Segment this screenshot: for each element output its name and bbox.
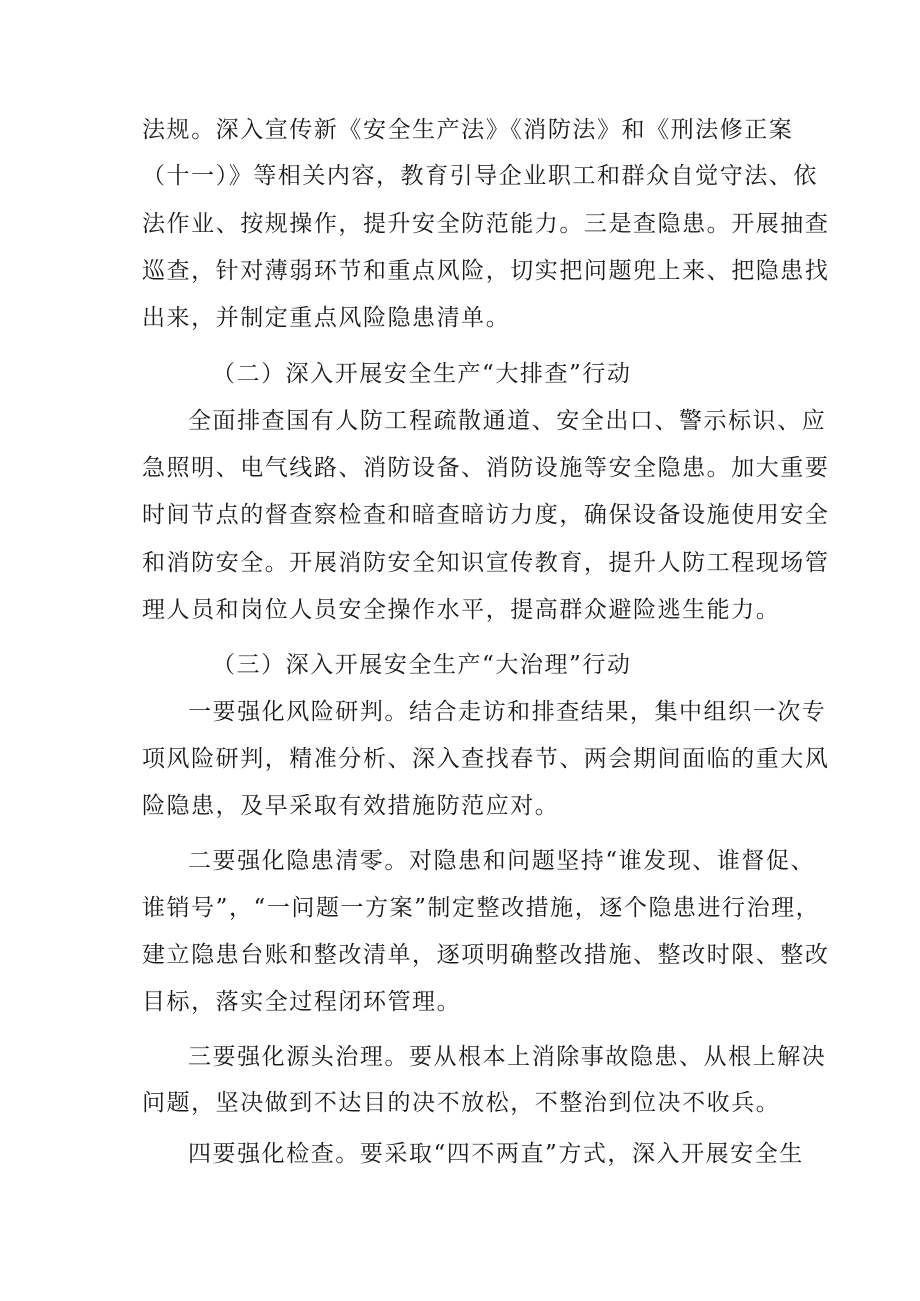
paragraph-line: 法作业、按规操作，提升安全防范能力。三是查隐患。开展抽查 [142,211,830,237]
paragraph-line: 建立隐患台账和整改清单，逐项明确整改措施、整改时限、整改 [142,942,830,968]
paragraph-line: 险隐患，及早采取有效措施防范应对。 [142,793,560,819]
paragraph-line: 四要强化检查。要采取“四不两直”方式，深入开展安全生 [188,1141,804,1167]
paragraph-line: 目标，落实全过程闭环管理。 [142,989,462,1015]
paragraph-line: 法规。深入宣传新《安全生产法》《消防法》和《刑法修正案 [142,117,794,143]
paragraph-line: 全面排查国有人防工程疏散通道、安全出口、警示标识、应 [188,408,827,434]
paragraph-line: 时间节点的督查察检查和暗查暗访力度，确保设备设施使用安全 [142,502,830,528]
section-heading: （二）深入开展安全生产“大排查”行动 [212,361,632,387]
paragraph-line: 出来，并制定重点风险隐患清单。 [142,305,511,331]
paragraph-line: 理人员和岗位人员安全操作水平，提高群众避险逃生能力。 [142,597,781,623]
paragraph-line: 和消防安全。开展消防安全知识宣传教育，提升人防工程现场管 [142,550,830,576]
paragraph-line: 巡查，针对薄弱环节和重点风险，切实把问题兜上来、把隐患找 [142,258,830,284]
paragraph-line: 急照明、电气线路、消防设备、消防设施等安全隐患。加大重要 [142,455,830,481]
paragraph-line: 谁销号”，“一问题一方案”制定整改措施，逐个隐患进行治理， [142,895,821,921]
paragraph-line: （十一）》等相关内容，教育引导企业职工和群众自觉守法、依 [142,163,818,189]
paragraph-line: 二要强化隐患清零。对隐患和问题坚持“谁发现、谁督促、 [188,848,816,874]
section-heading: （三）深入开展安全生产“大治理”行动 [212,652,632,678]
paragraph-line: 三要强化源头治理。要从根本上消除事故隐患、从根上解决 [188,1044,827,1070]
paragraph-line: 一要强化风险研判。结合走访和排查结果，集中组织一次专 [188,699,827,725]
paragraph-line: 问题，坚决做到不达目的决不放松，不整治到位决不收兵。 [142,1090,781,1116]
paragraph-line: 项风险研判，精准分析、深入查找春节、两会期间面临的重大风 [142,746,830,772]
